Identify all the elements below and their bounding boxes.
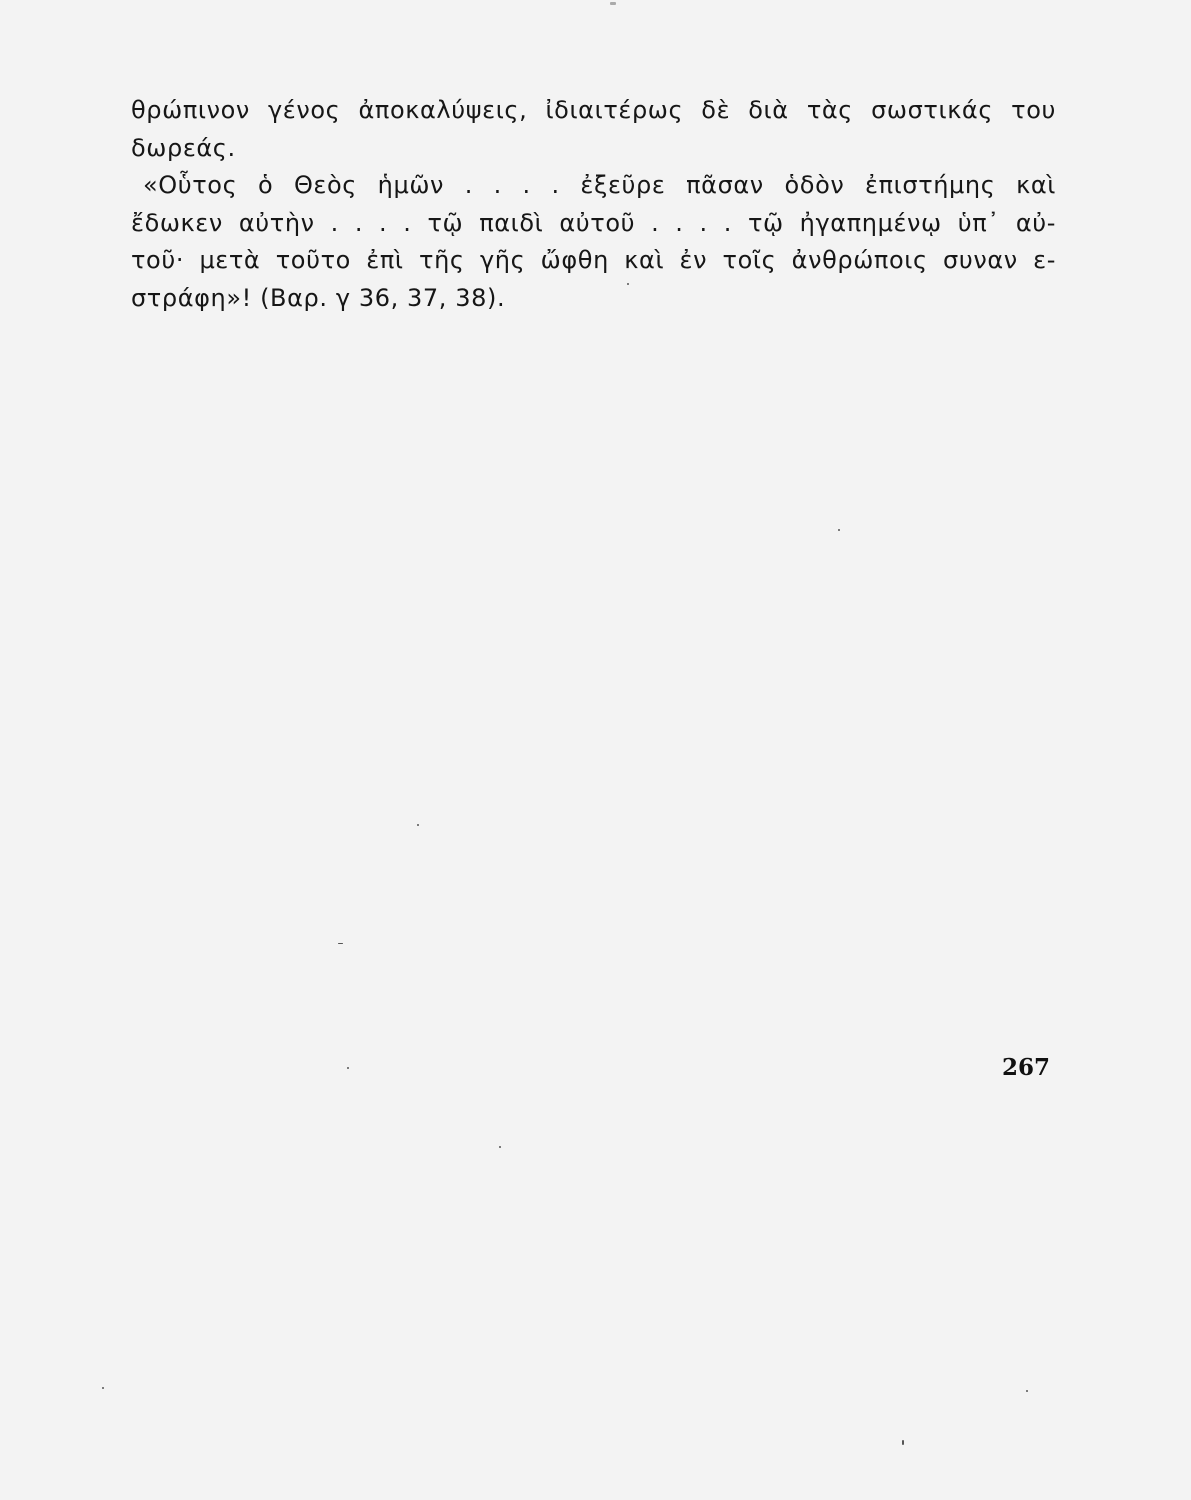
scan-speck: [417, 824, 419, 826]
scan-speck: [1026, 1390, 1028, 1392]
text-line-3: «Οὗτος ὁ Θεὸς ἡμῶν . . . . ἐξεῦρε πᾶσαν ὁδὸν ἐπιστήμης καὶ: [143, 171, 1056, 199]
scan-speck: [347, 1067, 349, 1069]
scan-speck: [499, 1146, 501, 1148]
text-line-1: θρώπινον γένος ἀποκαλύψεις, ἰδιαιτέρως δὲ διὰ τὰς σωστικάς του: [131, 96, 1056, 124]
scan-speck: [902, 1440, 904, 1445]
scan-speck: [610, 2, 616, 5]
scan-speck: [627, 283, 629, 285]
scan-speck: [838, 529, 840, 531]
text-line-2: δωρεάς.: [131, 133, 236, 162]
scan-speck: [102, 1387, 104, 1389]
text-line-4: ἔδωκεν αὐτὴν . . . . τῷ παιδὶ αὐτοῦ . . . . τῷ ἠγαπημένῳ ὑπ᾽ αὐ-: [131, 208, 1056, 237]
scan-speck: [338, 943, 343, 944]
page-number: 267: [1001, 1054, 1050, 1081]
text-line-5: τοῦ· μετὰ τοῦτο ἐπὶ τῆς γῆς ὤφθη καὶ ἐν τοῖς ἀνθρώποις συναν ε-: [131, 246, 1056, 274]
text-line-6: στράφη»! (Βαρ. γ 36, 37, 38).: [131, 283, 506, 312]
body-text: [131, 92, 1056, 317]
